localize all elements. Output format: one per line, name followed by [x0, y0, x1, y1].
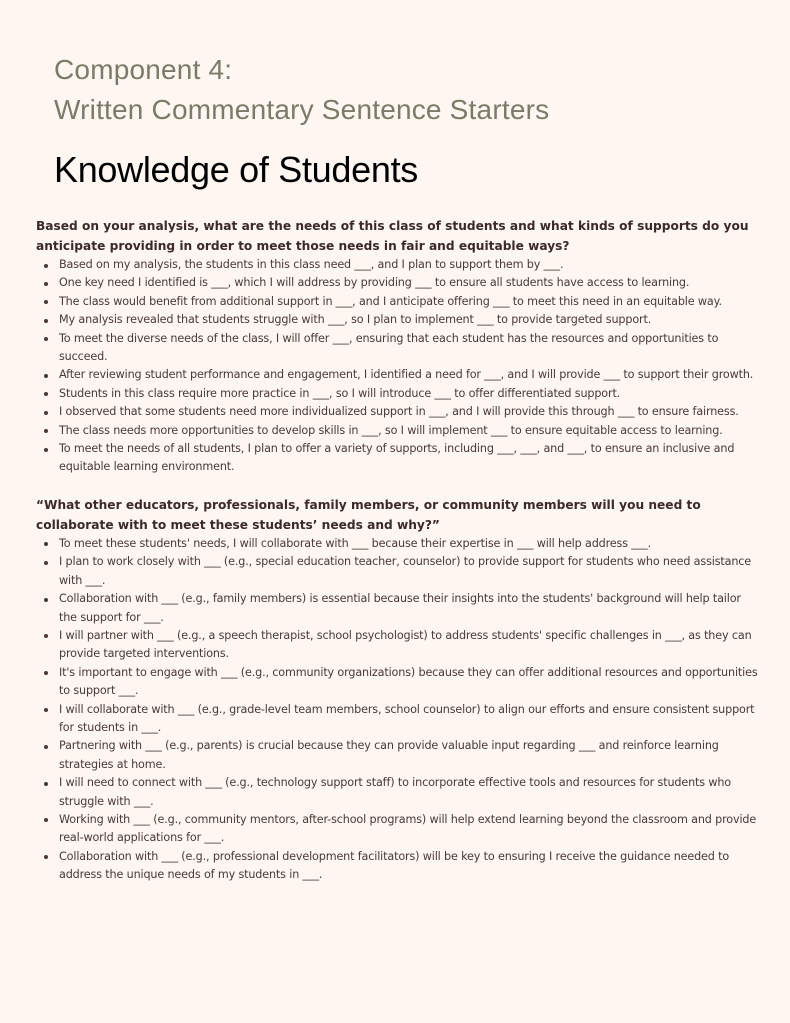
component-subtitle: Written Commentary Sentence Starters [54, 94, 550, 125]
bullet-icon [44, 818, 48, 822]
bullet-icon [44, 337, 48, 341]
list-item: My analysis revealed that students struggle with ___, so I plan to implement ___ to provide targeted support. [59, 311, 760, 329]
bullet-icon [44, 300, 48, 304]
question-needs: Based on your analysis, what are the needs of this class of students and what kinds of supports do you anticipate providing in order to meet those needs in fair and equitable ways? [36, 219, 749, 253]
bullet-icon [44, 264, 48, 268]
list-item: I will partner with ___ (e.g., a speech therapist, school psychologist) to address students' specific challenges in ___, as they can provide targeted interventions. [59, 627, 760, 664]
section-needs-and-supports [36, 216, 760, 477]
list-item: Based on my analysis, the students in this class need ___, and I plan to support them by ___. [59, 256, 760, 274]
bullet-icon [44, 855, 48, 859]
list-item: Collaboration with ___ (e.g., family members) is essential because their insights into the students' background will help tailor the support for ___. [59, 590, 760, 627]
list-item: Partnering with ___ (e.g., parents) is crucial because they can provide valuable input regarding ___ and reinforce learning strategies at home. [59, 737, 760, 774]
starter-list-collaboration [36, 535, 760, 885]
list-item: To meet the needs of all students, I plan to offer a variety of supports, including ___, ___, and ___, to ensure an inclusive and equitable learning environment. [59, 440, 760, 477]
list-item: It's important to engage with ___ (e.g., community organizations) because they can offer additional resources and opportunities to support ___. [59, 664, 760, 701]
list-item: To meet these students' needs, I will collaborate with ___ because their expertise in ___ will help address ___. [59, 535, 760, 553]
component-number: Component 4: [54, 54, 233, 85]
section-collaboration [36, 495, 760, 885]
bullet-icon [44, 429, 48, 433]
bullet-icon [44, 448, 48, 452]
starter-list-needs [36, 256, 760, 477]
question-collaboration: “What other educators, professionals, family members, or community members will you need to collaborate with to meet these students’ needs and why?” [36, 497, 701, 532]
bullet-icon [44, 319, 48, 323]
list-item: I will collaborate with ___ (e.g., grade-level team members, school counselor) to align our efforts and ensure consistent support for students in ___. [59, 701, 760, 738]
bullet-icon [44, 411, 48, 415]
list-item: Working with ___ (e.g., community mentors, after-school programs) will help extend learning beyond the classroom and provide real-world applications for ___. [59, 811, 760, 848]
list-item: Students in this class require more practice in ___, so I will introduce ___ to offer differentiated support. [59, 385, 760, 403]
bullet-icon [44, 598, 48, 602]
section-title: Knowledge of Students [54, 149, 418, 190]
bullet-icon [44, 745, 48, 749]
bullet-icon [44, 671, 48, 675]
list-item: Collaboration with ___ (e.g., professional development facilitators) will be key to ensuring I receive the guidance needed to address the unique needs of my students in ___. [59, 848, 760, 885]
component-title [54, 50, 549, 130]
bullet-icon [44, 561, 48, 565]
list-item: The class needs more opportunities to develop skills in ___, so I will implement ___ to ensure equitable access to learning. [59, 422, 760, 440]
list-item: After reviewing student performance and engagement, I identified a need for ___, and I will provide ___ to support their growth. [59, 366, 760, 384]
list-item: I will need to connect with ___ (e.g., technology support staff) to incorporate effective tools and resources for students who struggle with ___. [59, 774, 760, 811]
list-item: To meet the diverse needs of the class, I will offer ___, ensuring that each student has the resources and opportunities to succeed. [59, 330, 760, 367]
bullet-icon [44, 392, 48, 396]
bullet-icon [44, 282, 48, 286]
list-item: The class would benefit from additional support in ___, and I anticipate offering ___ to meet this need in an equitable way. [59, 293, 760, 311]
content-body [36, 216, 760, 885]
bullet-icon [44, 708, 48, 712]
bullet-icon [44, 782, 48, 786]
list-item: One key need I identified is ___, which I will address by providing ___ to ensure all students have access to learning. [59, 274, 760, 292]
bullet-icon [44, 634, 48, 638]
bullet-icon [44, 374, 48, 378]
bullet-icon [44, 542, 48, 546]
list-item: I plan to work closely with ___ (e.g., special education teacher, counselor) to provide support for students who need assistance with ___. [59, 553, 760, 590]
list-item: I observed that some students need more individualized support in ___, and I will provide this through ___ to ensure fairness. [59, 403, 760, 421]
